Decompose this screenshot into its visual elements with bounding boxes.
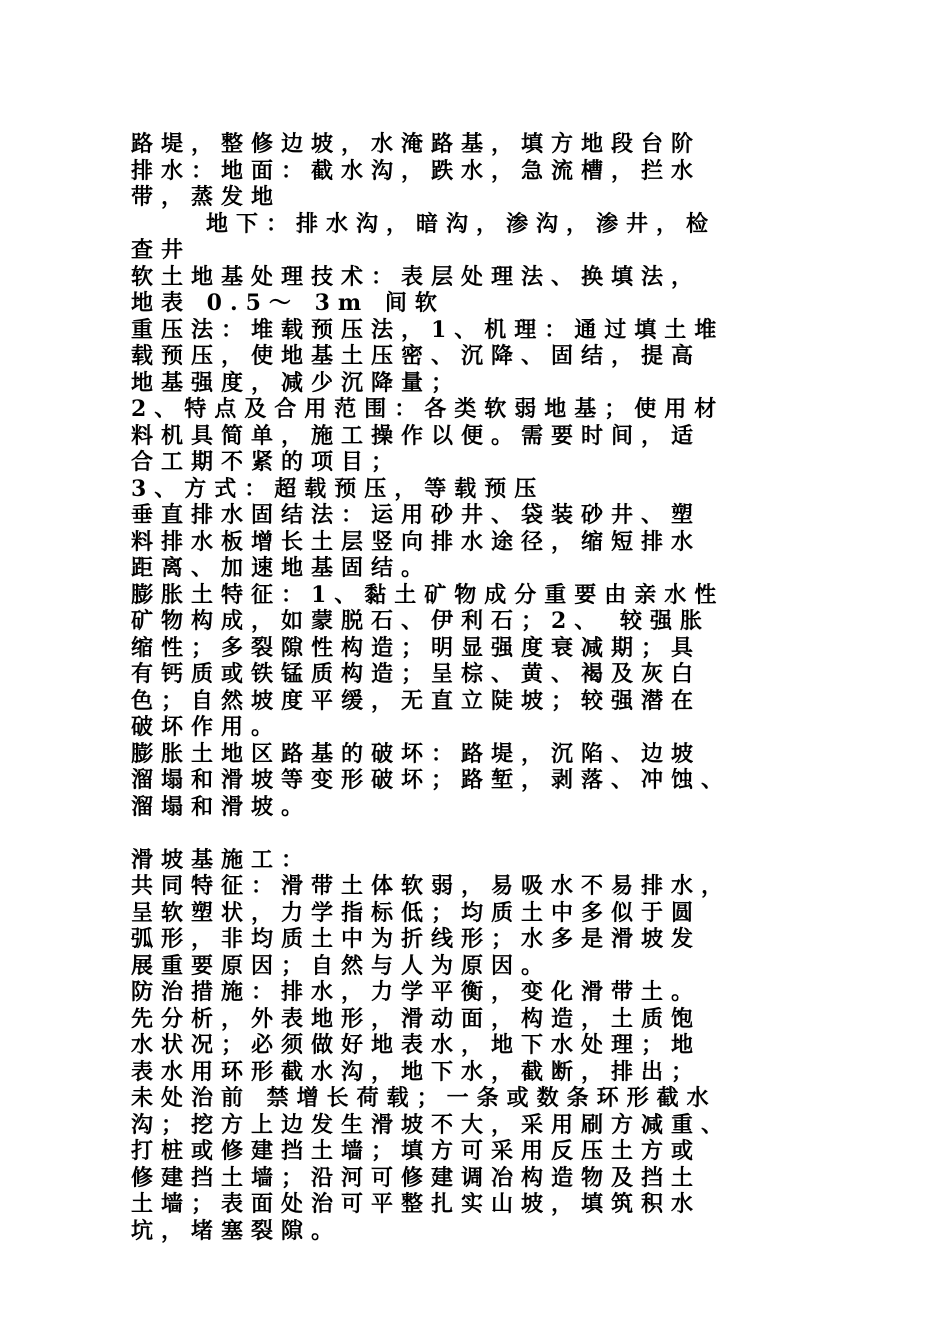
text-line-35: 水状况；必须做好地表水，地下水处理；地 [131, 1032, 702, 1058]
text-line-41: 土墙；表面处治可平整扎实山坡，填筑积水 [131, 1191, 702, 1217]
text-line-38: 沟；挖方上边发生滑坡不大，采用刷方减重、 [131, 1111, 732, 1138]
blank-line [131, 820, 851, 847]
text-line-8: 重压法：堆载预压法，1、机理：通过填土堆 [131, 316, 725, 343]
text-line-25: 溜塌和滑坡等变形破坏；路堑，剥落、冲蚀、 [131, 767, 732, 793]
text-line-4: 地下：排水沟，暗沟，渗沟，渗井，检 [206, 210, 717, 237]
text-line-21: 有钙质或铁锰质构造；呈棕、黄、褐及灰白 [131, 661, 702, 687]
text-line-36: 表水用环形截水沟，地下水，截断，排出； [131, 1058, 702, 1085]
text-line-5: 查井 [131, 237, 192, 263]
text-line-12: 料机具简单，施工操作以便。需要时间，适 [131, 422, 702, 449]
text-line-39: 打桩或修建挡土墙；填方可采用反压土方或 [131, 1138, 702, 1164]
text-line-33: 防治措施：排水，力学平衡，变化滑带土。 [131, 979, 702, 1005]
text-line-17: 距离、加速地基固结。 [131, 555, 432, 581]
text-line-18: 膨胀土特征：1、黏土矿物成分重要由亲水性 [131, 581, 725, 608]
text-line-2: 排水：地面：截水沟，跌水，急流槽，拦水 [131, 157, 702, 184]
text-line-37: 未处治前 禁增长荷载；一条或数条环形截水 [131, 1085, 717, 1111]
text-line-1: 路堤，整修边坡，水淹路基，填方地段台阶 [131, 131, 702, 157]
text-line-6: 软土地基处理技术：表层处理法、换填法， [131, 263, 702, 290]
text-line-30: 呈软塑状，力学指标低；均质土中多似于圆 [131, 899, 702, 926]
text-line-34: 先分析，外表地形，滑动面，构造，土质饱 [131, 1005, 702, 1032]
text-line-13: 合工期不紧的项目； [131, 449, 402, 475]
text-line-10: 地基强度，减少沉降量； [131, 369, 462, 396]
text-line-3: 带，蒸发地 [131, 184, 282, 210]
text-line-11: 2、特点及合用范围：各类软弱地基；使用材 [131, 396, 725, 422]
text-line-42: 坑，堵塞裂隙。 [131, 1217, 342, 1244]
text-line-9: 载预压，使地基土压密、沉降、固结，提高 [131, 343, 702, 369]
document-body [131, 131, 851, 1244]
section-heading-landslide: 滑坡基施工： [131, 846, 312, 873]
text-line-31: 弧形，非均质土中为折线形；水多是滑坡发 [131, 926, 702, 952]
text-line-23: 破坏作用。 [131, 714, 282, 740]
text-line-26: 溜塌和滑坡。 [131, 793, 312, 820]
text-line-29: 共同特征：滑带土体软弱，易吸水不易排水， [131, 873, 732, 899]
text-line-19: 矿物构成，如蒙脱石、伊利石；2、 较强胀 [131, 608, 710, 634]
text-line-14: 3、方式：超载预压，等载预压 [131, 475, 545, 502]
text-line-15: 垂直排水固结法：运用砂井、袋装砂井、塑 [131, 502, 702, 528]
text-line-7: 地表 0.5～ 3m 间软 [131, 290, 445, 316]
text-line-22: 色；自然坡度平缓，无直立陡坡；较强潜在 [131, 687, 702, 714]
text-line-32: 展重要原因；自然与人为原因。 [131, 952, 552, 979]
text-line-16: 料排水板增长土层竖向排水途径，缩短排水 [131, 528, 702, 555]
text-line-24: 膨胀土地区路基的破坏：路堤，沉陷、边坡 [131, 740, 702, 767]
text-line-40: 修建挡土墙；沿河可修建调冶构造物及挡土 [131, 1164, 702, 1191]
text-line-20: 缩性；多裂隙性构造；明显强度衰减期；具 [131, 634, 702, 661]
